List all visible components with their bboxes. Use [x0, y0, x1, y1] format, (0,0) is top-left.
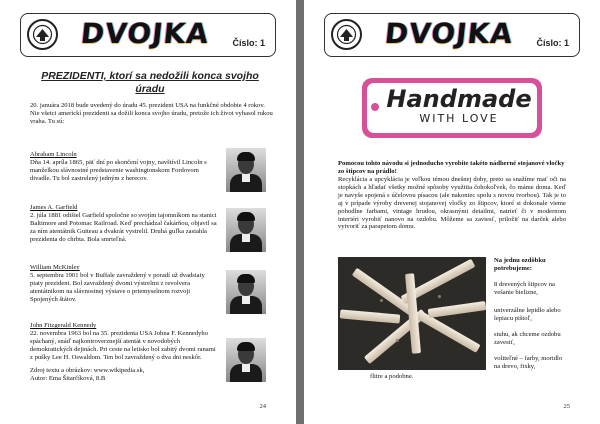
page-number: 25 [563, 403, 570, 410]
magazine-logo: DVOJKA [79, 17, 211, 50]
page-number: 24 [259, 403, 266, 410]
needs-item: 8 drevených štipcov na vešanie bielizne, [494, 281, 555, 296]
left-page [0, 0, 296, 424]
header [20, 13, 276, 57]
president-text: Dňa 14. apríla 1865, päť dní po skončení vojny, navštívil Lincoln s manželkou slávnostné predstavenie washingtonskom Fordovom divadle. Tu bol zastrelený jedným z herecov. [30, 159, 207, 182]
issue-number: Číslo: 1 [536, 38, 569, 48]
issue-number: Číslo: 1 [232, 38, 265, 48]
president-name: John Fitzgerald Kennedy [30, 322, 97, 329]
banner-subtitle: WITH LOVE [419, 112, 499, 125]
author-note: Autor: Ema Šitarčíková, 8.B [30, 375, 106, 382]
president-name: William McKinley [30, 264, 80, 271]
president-text: 22. novembra 1963 bol na 35. prezidenta USA Johna F. Kennedyho spáchaný, snáď najkontroverznejší atentát v novodobých demokratických dejinách. Pri ceste na letisko bol zabitý dvomi ranami z pušky Lee H. Oswaldom. Ten bol zavraždený o dva dni neskôr. [30, 330, 216, 361]
article-title: PREZIDENTI, ktorí sa nedožili konca svojho úradu [41, 70, 259, 95]
article-body: Recyklácia a upcyklácia je veľkou témou dnešnej doby, preto sa snažíme mať oči na stopkách a hľadať všetky možné spôsoby využitia čohokoľvek, čo máme doma. Keď je navyše spojená s účelovou písacou (ale nakoniec spolu s novou tvorbou). Tak je to aj v prípade výroby drevenej stojanovej vločky zo štipcov, ktoré si dokonale vieme pohodlne farbami, vintage hrudou, okrasnými detailmi, natrieť či v modernom interiéri vyrobiť nanovo na ozdobu. Môžeme sa zaviesť, priložiť na darček alebo vytvoriť za parapetom domu. [338, 176, 566, 231]
portrait-lincoln [226, 148, 266, 192]
header [324, 13, 580, 57]
portrait-mckinley [226, 270, 266, 314]
portrait-kennedy [226, 338, 266, 382]
handmade-banner [362, 78, 542, 138]
president-text: 5. septembra 1901 bol v Buffale zavraždený v poradí už dvadsiaty piaty prezident. Bol zavraždený dvomi výstrelmi z revolvera atentátnikom na slávnostnej výstave o priemyselnom rozvoji Spojených štátov. [30, 272, 205, 303]
magazine-logo: DVOJKA [383, 17, 515, 50]
portrait-garfield [226, 208, 266, 252]
tag-hole-icon [371, 103, 379, 111]
article-lead: Pomocou tohto návodu si jednoducho vyrobíte takéto nádherné stojanové vločky zo štipcov na prádlo! [338, 160, 565, 175]
banner-title: Handmade [386, 85, 532, 113]
president-text: 2. júla 1881 odišiel Garfield spoločne so svojím tajomníkom na stanici Baltimore and Potomac Railroad. Keď prechádzal čakárňou, objavil sa za ním atentátnik Guiteau a dvakrát vystrelil. Druhá guľka zasiahla prezidenta do chrbta. Bola smrteľná. [30, 212, 217, 243]
article-intro: 20. januára 2018 bude uvedený do úradu 45. prezident USA na funkčné obdobie 4 rokov. Nie všetci americkí prezidenti sa dožili konca svojho úradu, pretože ich život vyhasol rukou vraha. Tu sú: [30, 102, 273, 125]
school-emblem-icon [331, 19, 362, 50]
school-emblem-icon [27, 19, 58, 50]
right-page [304, 0, 600, 424]
needs-item: stuhu, ak chceme ozdobu zavesiť, [494, 331, 561, 346]
source-note: Zdroj textu a obrázkov: www.wikipedia.sk, [30, 367, 145, 374]
needs-item: voliteľné – farby, moridlo na drevo, fixky, [494, 355, 563, 370]
photo-caption: flitre a podobne. [370, 373, 414, 380]
needs-title: Na jednu ozdôbku potrebujeme: [494, 257, 546, 272]
needs-item: univerzálne lepidlo alebo lepiacu pištoľ, [494, 307, 561, 322]
president-name: Abraham Lincoln [30, 151, 77, 158]
president-name: James A. Garfield [30, 204, 78, 211]
clothespin-snowflake-photo [338, 257, 486, 370]
